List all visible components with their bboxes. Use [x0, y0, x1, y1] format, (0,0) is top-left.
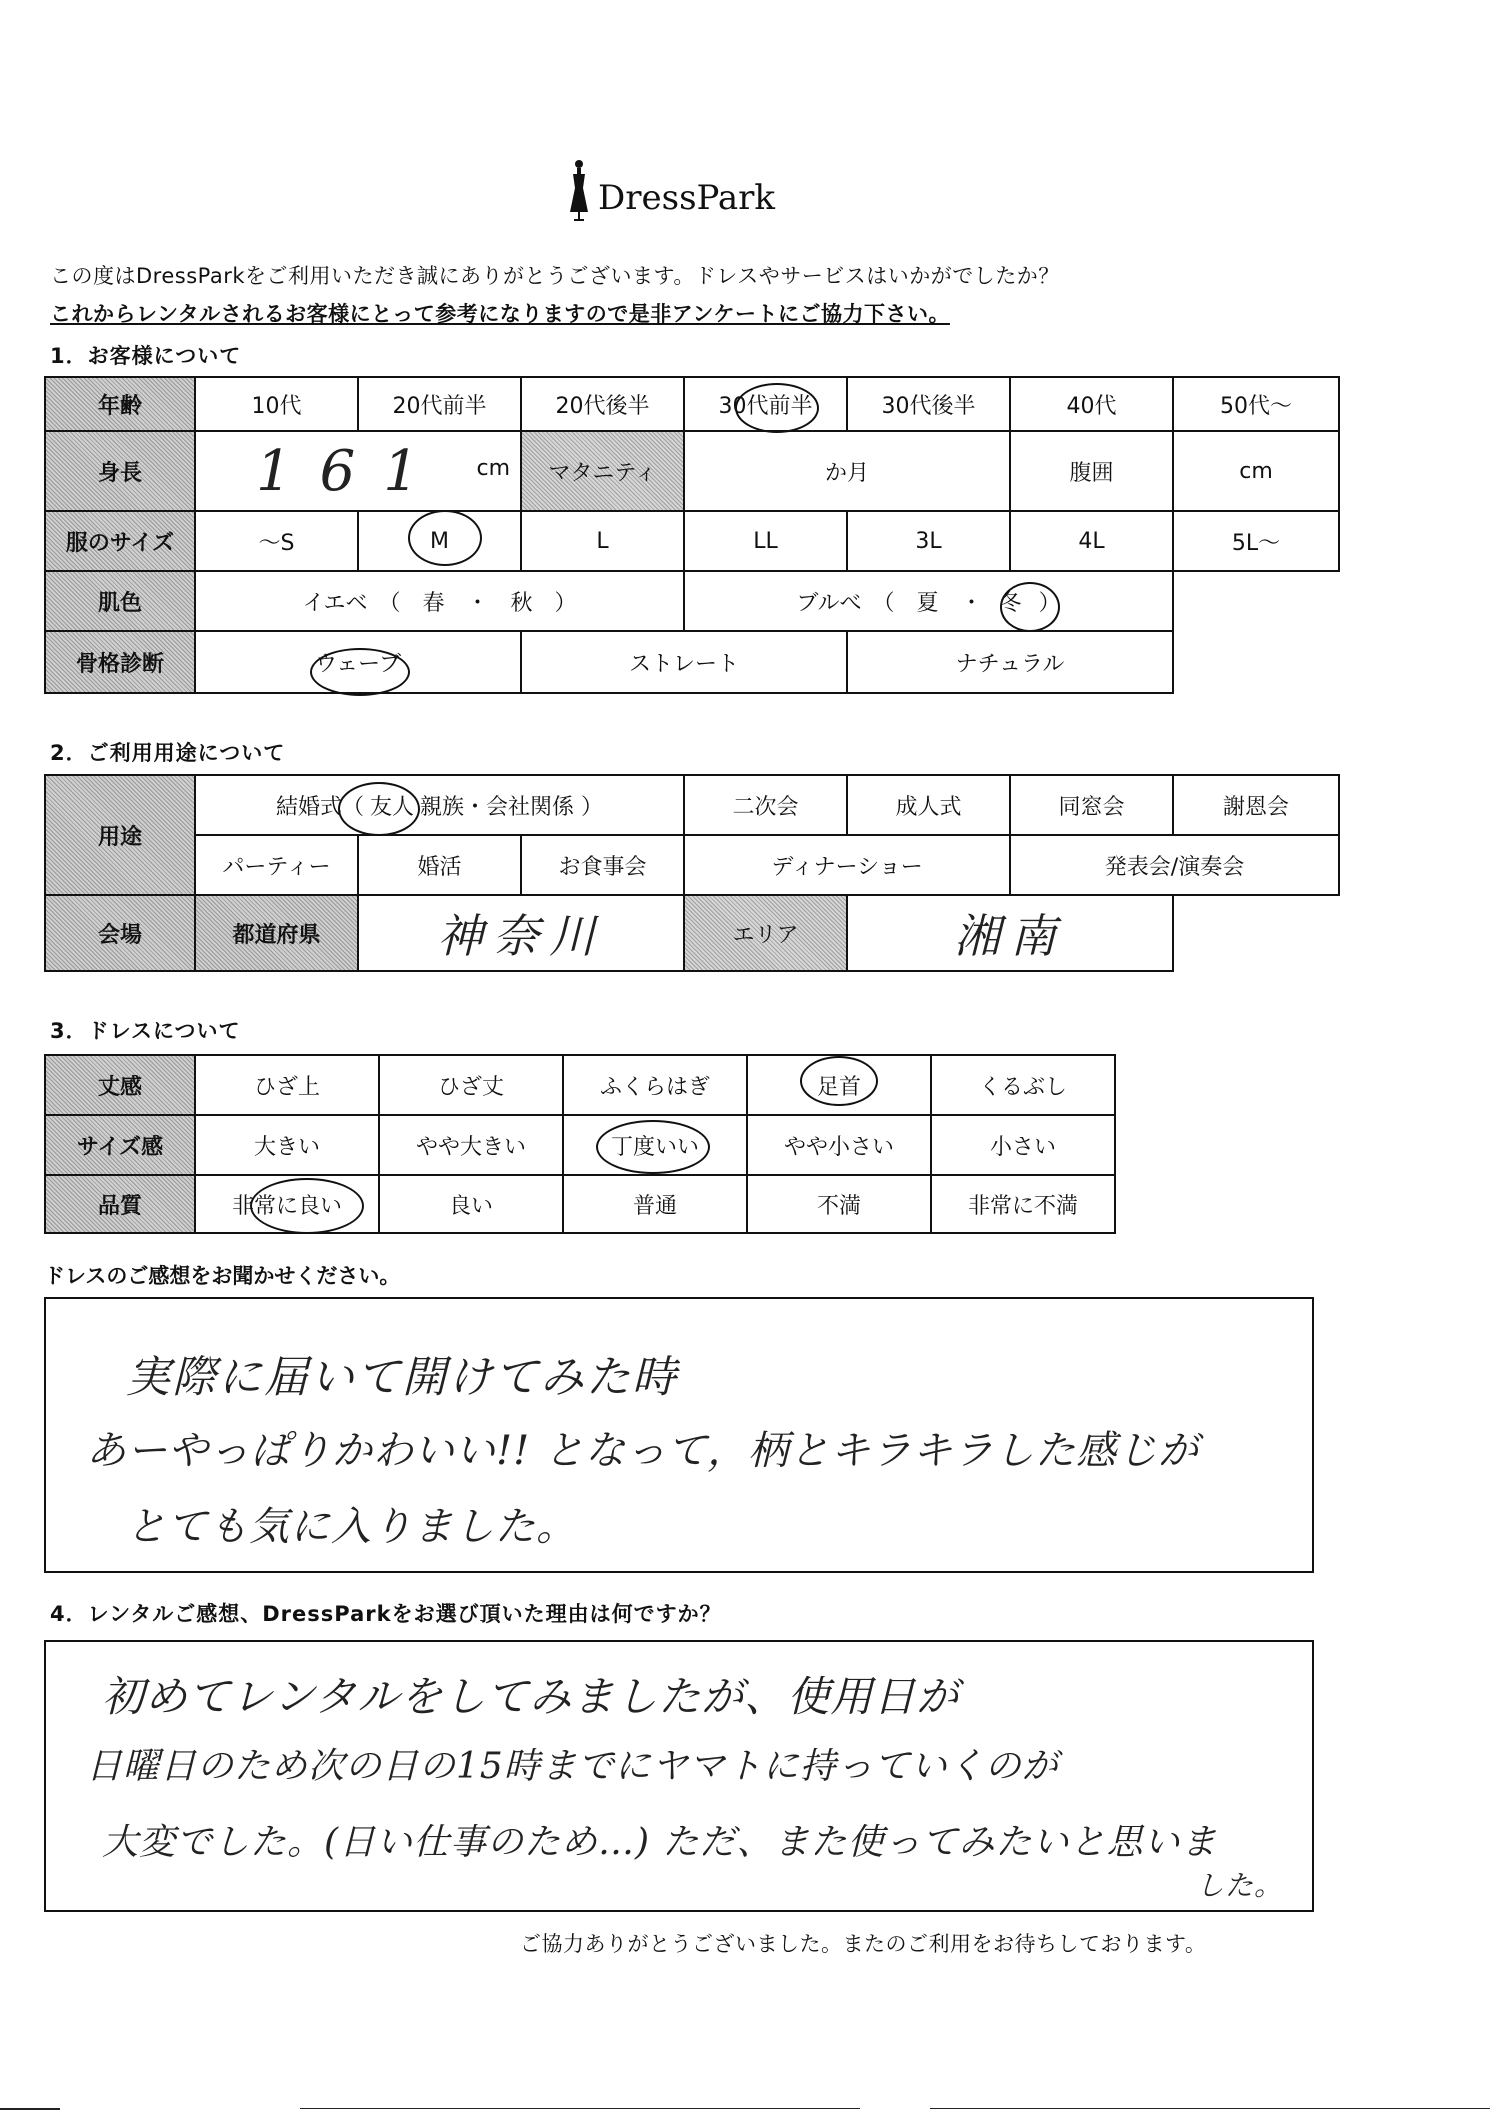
age-option-late30s[interactable]: 30代後半 — [847, 377, 1010, 431]
size-option-3l[interactable]: 3L — [847, 511, 1010, 571]
dress-comment-box[interactable] — [44, 1297, 1314, 1573]
size-option-s[interactable]: ～S — [195, 511, 358, 571]
dress-comment-line: とても気に入りました。 — [126, 1504, 577, 1550]
rental-comment-box[interactable] — [44, 1640, 1314, 1912]
wedding-option[interactable] — [195, 775, 684, 835]
quality-normal[interactable]: 普通 — [563, 1175, 747, 1233]
age-option-40s[interactable]: 40代 — [1010, 377, 1173, 431]
rental-comment-line: 日曜日のため次の日の15時までにヤマトに持っていくのが — [86, 1746, 1059, 1787]
age-option-early30s[interactable]: 30代前半 — [684, 377, 847, 431]
intro-request-text: これからレンタルされるお客様にとって参考になりますので是非アンケートにご協力下さい。 — [50, 302, 950, 326]
age-option-late20s[interactable]: 20代後半 — [521, 377, 684, 431]
intro-text: この度はDressParkをご利用いただき誠にありがとうございます。ドレスやサービスはいかがでしたか？ — [50, 264, 1060, 288]
venue-label: 会場 — [45, 895, 195, 971]
bone-option-straight[interactable]: ストレート — [521, 631, 847, 693]
skin-blue-pre: ブルべ （ 夏 ・ — [796, 590, 983, 616]
bone-label: 骨格診断 — [45, 631, 195, 693]
purpose-dinner[interactable]: お食事会 — [521, 835, 684, 895]
quality-label: 品質 — [45, 1175, 195, 1233]
dress-comment-line: 実際に届いて開けてみた時 — [126, 1352, 678, 1403]
bone-option-wave[interactable]: ウェーブ — [195, 631, 521, 693]
skin-blue-winter[interactable]: 冬 — [999, 590, 1022, 616]
height-field[interactable] — [195, 431, 521, 511]
prefecture-value: 神奈川 — [437, 909, 605, 963]
length-ankle[interactable]: 足首 — [747, 1055, 931, 1115]
size-option-l[interactable]: L — [521, 511, 684, 571]
purpose-label: 用途 — [45, 775, 195, 895]
purpose-reunion[interactable]: 同窓会 — [1010, 775, 1173, 835]
purpose-recital[interactable]: 発表会/演奏会 — [1010, 835, 1339, 895]
length-above-knee[interactable]: ひざ上 — [195, 1055, 379, 1115]
age-option-10s[interactable]: 10代 — [195, 377, 358, 431]
size-option-ll[interactable]: LL — [684, 511, 847, 571]
height-value: 161 — [256, 438, 447, 504]
purpose-party[interactable]: パーティー — [195, 835, 358, 895]
wedding-post: 親族・会社関係 ） — [420, 794, 604, 820]
purpose-coming-of-age[interactable]: 成人式 — [847, 775, 1010, 835]
purpose-thanks-party[interactable]: 謝恩会 — [1173, 775, 1339, 835]
length-ankle-bone[interactable]: くるぶし — [931, 1055, 1115, 1115]
fit-large[interactable]: 大きい — [195, 1115, 379, 1175]
waist-label: 腹囲 — [1010, 431, 1173, 511]
skin-blue-option[interactable] — [684, 571, 1173, 631]
quality-poor[interactable]: 不満 — [747, 1175, 931, 1233]
purpose-afterparty[interactable]: 二次会 — [684, 775, 847, 835]
fit-small[interactable]: 小さい — [931, 1115, 1115, 1175]
wedding-pre: 結婚式（ — [275, 794, 364, 820]
dress-comment-line: あーやっぱりかわいい!! となって，柄とキラキラした感じが — [86, 1428, 1200, 1474]
purpose-konkatsu[interactable]: 婚活 — [358, 835, 521, 895]
customer-table — [44, 376, 1340, 694]
age-label: 年齢 — [45, 377, 195, 431]
maternity-label: マタニティ — [521, 431, 684, 511]
thanks-text: ご協力ありがとうございました。またのご利用をお待ちしております。 — [520, 1932, 1207, 1956]
size-option-5l[interactable]: 5L～ — [1173, 511, 1339, 571]
skin-blue-post: ） — [1038, 590, 1061, 616]
length-calf[interactable]: ふくらはぎ — [563, 1055, 747, 1115]
section4-title: 4．レンタルご感想、DressParkをお選び頂いた理由は何ですか？ — [50, 1602, 722, 1626]
scan-edge-line — [930, 2108, 1490, 2109]
quality-very-good[interactable]: 非常に良い — [195, 1175, 379, 1233]
usage-table — [44, 774, 1340, 972]
area-field[interactable] — [847, 895, 1173, 971]
rental-comment-line: 初めてレンタルをしてみましたが、使用日が — [102, 1672, 960, 1721]
section2-title: 2．ご利用用途について — [50, 741, 286, 765]
length-label: 丈感 — [45, 1055, 195, 1115]
bone-option-natural[interactable]: ナチュラル — [847, 631, 1173, 693]
scan-edge-line — [300, 2108, 860, 2109]
dress-logo-icon — [568, 158, 590, 222]
skin-label: 肌色 — [45, 571, 195, 631]
quality-good[interactable]: 良い — [379, 1175, 563, 1233]
section1-title: 1．お客様について — [50, 344, 242, 368]
fit-label: サイズ感 — [45, 1115, 195, 1175]
age-option-50s[interactable]: 50代～ — [1173, 377, 1339, 431]
fit-slightly-large[interactable]: やや大きい — [379, 1115, 563, 1175]
scan-edge-line — [0, 2108, 60, 2110]
wedding-friend[interactable]: 友人 — [370, 794, 415, 820]
brand-logo-text: DressPark — [598, 178, 776, 218]
prefecture-label: 都道府県 — [195, 895, 358, 971]
maternity-months-field[interactable]: か月 — [684, 431, 1010, 511]
length-knee[interactable]: ひざ丈 — [379, 1055, 563, 1115]
rental-comment-line: した。 — [1196, 1869, 1284, 1902]
height-label: 身長 — [45, 431, 195, 511]
prefecture-field[interactable] — [358, 895, 684, 971]
fit-just-right[interactable]: 丁度いい — [563, 1115, 747, 1175]
fit-slightly-small[interactable]: やや小さい — [747, 1115, 931, 1175]
waist-field[interactable]: cm — [1173, 431, 1339, 511]
size-label: 服のサイズ — [45, 511, 195, 571]
area-value: 湘南 — [954, 909, 1067, 963]
section3-title: 3．ドレスについて — [50, 1019, 241, 1043]
size-option-4l[interactable]: 4L — [1010, 511, 1173, 571]
dress-comment-prompt: ドレスのご感想をお聞かせください。 — [44, 1264, 401, 1288]
rental-comment-line: 大変でした。(日い仕事のため…) ただ、また使ってみたいと思いま — [102, 1822, 1218, 1863]
skin-yellow-option[interactable]: イエベ （ 春 ・ 秋 ） — [195, 571, 684, 631]
area-label: エリア — [684, 895, 847, 971]
quality-very-poor[interactable]: 非常に不満 — [931, 1175, 1115, 1233]
size-option-m[interactable]: M — [358, 511, 521, 571]
purpose-dinner-show[interactable]: ディナーショー — [684, 835, 1010, 895]
age-option-early20s[interactable]: 20代前半 — [358, 377, 521, 431]
height-unit: cm — [476, 456, 510, 481]
dress-table — [44, 1054, 1116, 1234]
